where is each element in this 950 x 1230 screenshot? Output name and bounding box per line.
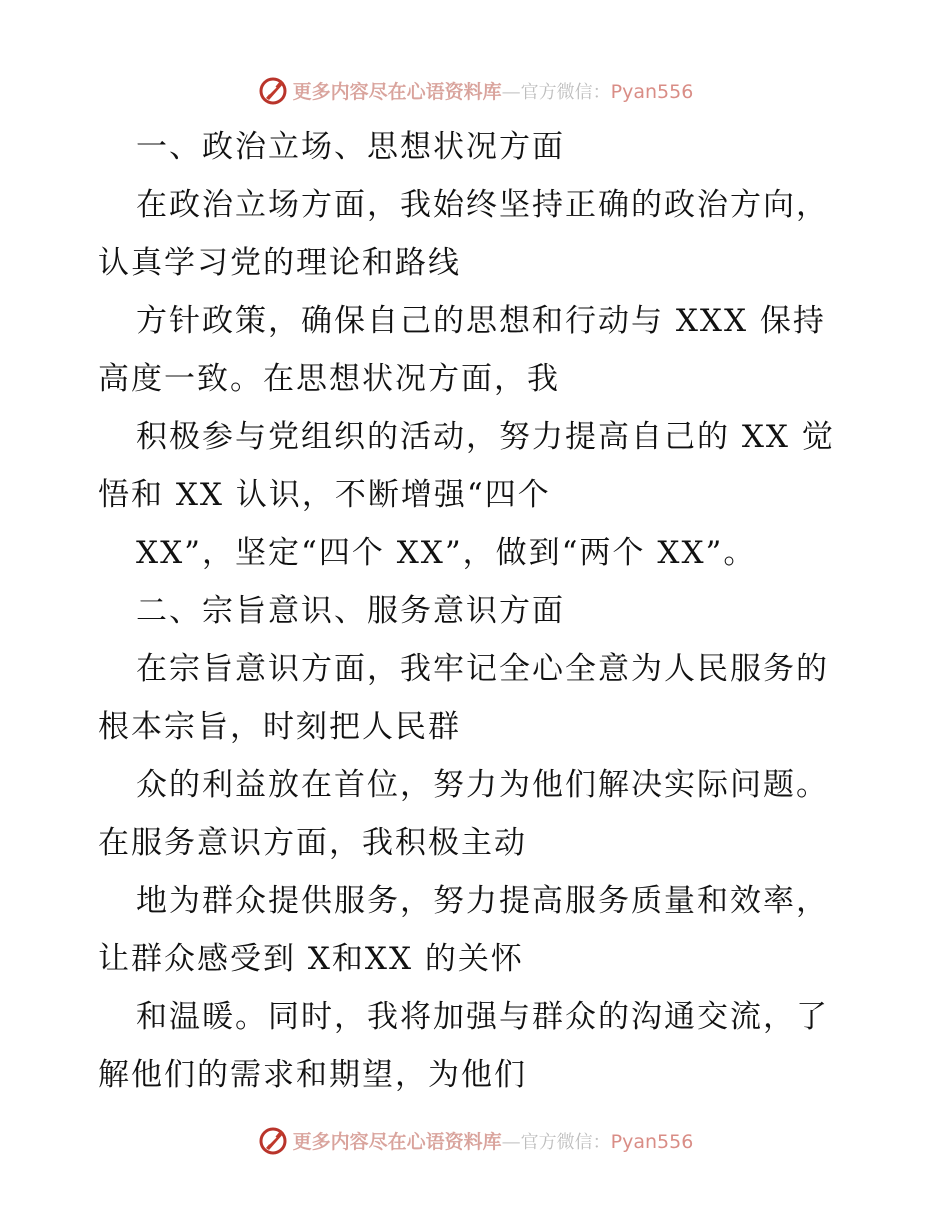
watermark-dash: — bbox=[501, 80, 521, 103]
quill-circle-logo-icon bbox=[257, 1124, 289, 1156]
watermark-main: 更多内容尽在心语资料库 bbox=[292, 1130, 502, 1153]
watermark-text bbox=[293, 77, 694, 104]
paragraph-line: 地为群众提供服务，努力提高服务质量和效率， bbox=[136, 883, 829, 919]
watermark-footer bbox=[0, 1122, 950, 1158]
section-heading-1: 一、政治立场、思想状况方面 bbox=[136, 129, 565, 165]
watermark-wechat: Pyan556 bbox=[610, 1130, 694, 1153]
watermark-main: 更多内容尽在心语资料库 bbox=[292, 80, 502, 103]
watermark-official: 官方微信： bbox=[520, 81, 611, 103]
paragraph-line: 认真学习党的理论和路线 bbox=[98, 245, 461, 281]
paragraph-line: 让群众感受到 X和XX 的关怀 bbox=[98, 941, 524, 977]
paragraph-line: 悟和 XX 认识，不断增强“四个 bbox=[98, 477, 551, 513]
paragraph-line: 和温暖。同时，我将加强与群众的沟通交流，了 bbox=[136, 999, 829, 1035]
paragraph-line: 积极参与党组织的活动，努力提高自己的 XX 觉 bbox=[136, 419, 835, 455]
paragraph-line: 在服务意识方面，我积极主动 bbox=[98, 825, 527, 861]
paragraph-line: XX”，坚定“四个 XX”，做到“两个 XX”。 bbox=[136, 535, 757, 571]
paragraph-line: 在宗旨意识方面，我牢记全心全意为人民服务的 bbox=[136, 651, 829, 687]
paragraph-line: 根本宗旨，时刻把人民群 bbox=[98, 709, 461, 745]
watermark-dash: — bbox=[501, 1130, 521, 1153]
document-body bbox=[98, 118, 858, 1104]
paragraph-line: 众的利益放在首位，努力为他们解决实际问题。 bbox=[136, 767, 829, 803]
watermark-text bbox=[293, 1127, 694, 1154]
quill-circle-logo-icon bbox=[257, 74, 289, 106]
paragraph-line: 高度一致。在思想状况方面，我 bbox=[98, 361, 560, 397]
watermark-header bbox=[0, 72, 950, 108]
paragraph-line: 在政治立场方面，我始终坚持正确的政治方向， bbox=[136, 187, 829, 223]
paragraph-line: 解他们的需求和期望，为他们 bbox=[98, 1057, 527, 1093]
watermark-wechat: Pyan556 bbox=[610, 80, 694, 103]
section-heading-2: 二、宗旨意识、服务意识方面 bbox=[136, 593, 565, 629]
paragraph-line: 方针政策，确保自己的思想和行动与 XXX 保持 bbox=[136, 303, 826, 339]
watermark-official: 官方微信： bbox=[520, 1131, 611, 1153]
